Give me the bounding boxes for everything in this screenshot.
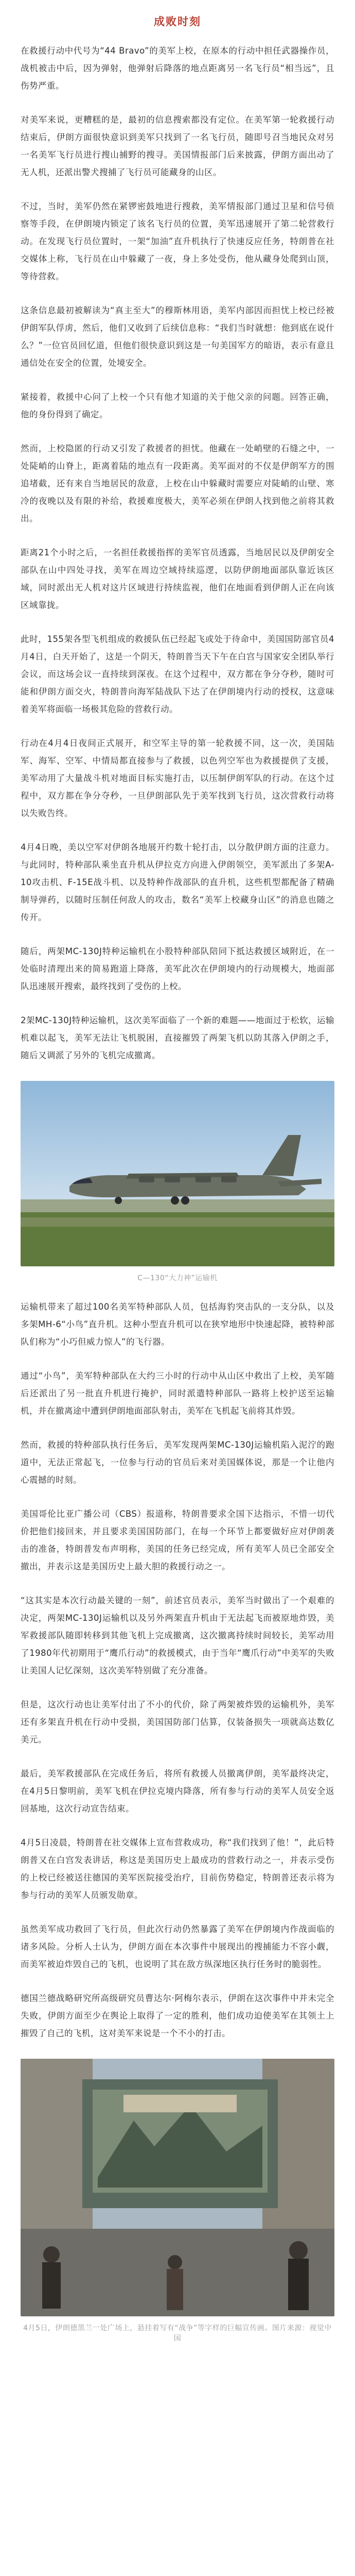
paragraph: 4月5日凌晨，特朗普在社交媒体上宣布营救成功，称“我们找到了他！”，此后特朗普又在白宫发表讲话，称这是美国历史上最成功的营救行动之一，并表示受伤的上校已经被送往德国的美军医院接受治疗，目前伤势稳定，特朗普还表示将为参与行动的美军人员颁发勋章。	[21, 1838, 334, 1900]
figure-caption: 4月5日，伊朗德黑兰一处广场上，悬挂着写有“战争”等字样的巨幅宣传画。图片来源：视觉中国	[23, 2324, 332, 2343]
paragraph: 距离21个小时之后，一名担任救援指挥的美军官员透露，当地居民以及伊朗安全部队在山中四处寻找，美军在周边空域持续巡逻，以防伊朗地面部队靠近该区域，同时派出无人机对这片区域进行持续监视，他们在地面看到伊朗人正在向该区域靠拢。	[21, 548, 334, 610]
tehran-mural-photo	[21, 2059, 334, 2316]
paragraph: 虽然美军成功救回了飞行员，但此次行动仍然暴露了美军在伊朗境内作战面临的诸多风险。分析人士认为，伊朗方面在本次事件中展现出的搜捕能力不容小觑，而美军被迫炸毁自己的飞机，也说明了其在敌方纵深地区执行任务时的脆弱性。	[21, 1924, 334, 1969]
figure-aircraft	[21, 1081, 334, 1283]
paragraph: 此时，155架各型飞机组成的救援队伍已经起飞或处于待命中，美国国防部官员4月4日，白天开始了，这是一个阴天，特朗普当天下午在白宫与国家安全团队举行会议，而这场会议一直持续到深夜。在这个过程中，双方都在争分夺秒，随时可能和伊朗方面交火，特朗普向海军陆战队下达了在伊朗境内行动的授权，这意味着美军将面临一场极其危险的营救行动。	[21, 634, 334, 714]
paragraph: 然而，救援的特种部队执行任务后，美军发现两架MC-130J运输机陷入泥泞的跑道中，无法正常起飞，一位参与行动的官员后来对美国媒体说，那是一个让他内心震撼的时刻。	[21, 1440, 334, 1485]
aircraft-photo	[21, 1081, 334, 1266]
paragraph: 行动在4月4日夜间正式展开，和空军主导的第一轮救援不同，这一次，美国陆军、海军、空军、中情局都直接参与了救援，以色列空军也为救援提供了支援，美军动用了大量战斗机对地面目标实施打击，以压制伊朗军队的行动。在这个过程中，双方都在争分夺秒，一旦伊朗部队先于美军找到飞行员，这次营救行动将以失败告终。	[21, 738, 334, 818]
paragraph: 运输机带来了超过100名美军特种部队人员，包括海豹突击队的一支分队，以及多架MH-6“小鸟”直升机。这种小型直升机可以在狭窄地形中快速起降，被特种部队们称为“小巧但威力惊人”的飞行器。	[21, 1302, 334, 1347]
paragraph: 对美军来说，更糟糕的是，最初的信息搜索都没有定位。在美军第一轮救援行动结束后，伊朗方面很快意识到美军只找到了一名飞行员，随即号召当地民众对另一名美军飞行员进行搜山捕野的搜寻。美国情报部门后来披露，伊朗方面出动了无人机，还派出警犬搜捕了飞行员可能藏身的山区。	[21, 115, 334, 177]
paragraph: 不过，当时，美军仍然在紧锣密鼓地进行搜救，美军情报部门通过卫星和信号侦察等手段，在伊朗境内锁定了该名飞行员的位置，美军迅速展开了第二轮营救行动。在发现飞行员位置时，一架“加油”直升机执行了快速反应任务，特朗普在社交媒体上称，飞行员在山中躲藏了一夜，身上多处受伤，他从藏身处爬到山顶，等待营救。	[21, 201, 334, 281]
paragraph: 通过“小鸟”，美军特种部队在大约三小时的行动中从山区中救出了上校，美军随后还派出了另一批直升机进行掩护，同时派遣特种部队一路将上校护送至运输机，并在撤离途中遭到伊朗地面部队射击，美军在飞机起飞前将其炸毁。	[21, 1371, 334, 1416]
paragraph: 美国哥伦比亚广播公司（CBS）报道称，特朗普要求全国下达指示，不惜一切代价把他们接回来，并且要求美国国防部门，在每一个环节上都要做好应对伊朗袭击的准备，特朗普发布声明称，美国的任务已经完成，所有美军人员已全部安全撤出，并表示这是美国历史上最大胆的救援行动之一。	[21, 1509, 334, 1571]
tehran-mural-image	[21, 2059, 334, 2316]
paragraph: 2架MC-130J特种运输机，这次美军面临了一个新的难题——地面过于松软，运输机难以起飞，美军无法让飞机脱困，直接摧毁了两架飞机以防其落入伊朗之手，随后又调派了另外的飞机完成撤离。	[21, 1015, 334, 1060]
figure-mural	[21, 2059, 334, 2343]
paragraph: 最后，美军救援部队在完成任务后，将所有救援人员撤离伊朗，美军最终决定，在4月5日黎明前，美军飞机在伊拉克境内降落，所有参与行动的美军人员安全返回基地，这次行动宣告结束。	[21, 1769, 334, 1814]
c130-aircraft-image	[21, 1081, 334, 1266]
article-title: 成败时刻	[154, 15, 201, 28]
paragraph: 这条信息最初被解读为“真主至大”的穆斯林用语，美军内部因而担忧上校已经被伊朗军队俘虏，然后，他们又收到了后续信息称：“我们当时就想：他到底在说什么？”一位官员回忆道，但他们很快意识到这是一句美国军方的暗语，表示有意且通信处在安全的位置，处境安全。	[21, 306, 334, 368]
paragraph: 4月4日晚，美以空军对伊朗各地展开约数十轮打击，以分散伊朗方面的注意力。与此同时，特种部队乘坐直升机从伊拉克方向进入伊朗领空，美军派出了多架A-10攻击机、F-15E战斗机、以及特种作战部队的直升机，这些机型都配备了精确制导弹药，以随时压制任何敌人的攻击，数名“美军上校藏身山区”的消息也随之传开。	[21, 842, 334, 922]
paragraph: 德国兰德战略研究所高级研究员曹达尔·阿梅尔表示，伊朗在这次事件中并未完全失败，伊朗方面至少在舆论上取得了一定的胜利，他们成功迫使美军在其领土上摧毁了自己的飞机，这对美军来说是一个不小的打击。	[21, 1993, 334, 2038]
figure-caption: C—130“大力神”运输机	[137, 1274, 218, 1282]
paragraph: 紧接着，救援中心问了上校一个只有他才知道的关于他父亲的问题。回答正确，他的身份得到了确定。	[21, 392, 334, 419]
paragraph: “这其实是本次行动最关键的一刻”，前述官员表示，美军当时做出了一个艰难的决定，两架MC-130J运输机以及另外两架直升机由于无法起飞而被原地炸毁，美军救援部队随即转移到其他飞机上完成撤离，这次撤离持续时间较长，美军动用了1980年代初期用于“鹰爪行动”的救援模式，由于当年“鹰爪行动”中美军的失败让美国人记忆深刻，这次美军特别做了充分准备。	[21, 1596, 334, 1675]
paragraph: 在救援行动中代号为“44 Bravo”的美军上校，在原本的行动中担任武器操作员，战机被击中后，因为弹射，他弹射后降落的地点距离另一名飞行员“相当远”，且伤势严重。	[21, 46, 334, 91]
paragraph: 随后，两架MC-130J特种运输机在小股特种部队陪同下抵达救援区域附近，在一处临时清理出来的简易跑道上降落，美军此次在伊朗境内的行动规模大，地面部队迅速展开搜索，最终找到了受伤的上校。	[21, 946, 334, 991]
paragraph: 然而，上校隐匿的行动又引发了救援者的担忧。他藏在一处峭壁的石缝之中，一处陡峭的山脊上，距离着陆的地点有一段距离。美军面对的不仅是伊朗军方的围追堵截，还有来自当地居民的敌意，上校在山中躲藏时需要应对陡峭的山壁、寒冷的夜晚以及有限的补给，救援难度极大，美军必须在伊朗人找到他之前将其救出。	[21, 444, 334, 523]
paragraph: 但是，这次行动也让美军付出了不小的代价，除了两架被炸毁的运输机外，美军还有多架直升机在行动中受损，美国国防部门估算，仅装备损失一项就高达数亿美元。	[21, 1700, 334, 1744]
